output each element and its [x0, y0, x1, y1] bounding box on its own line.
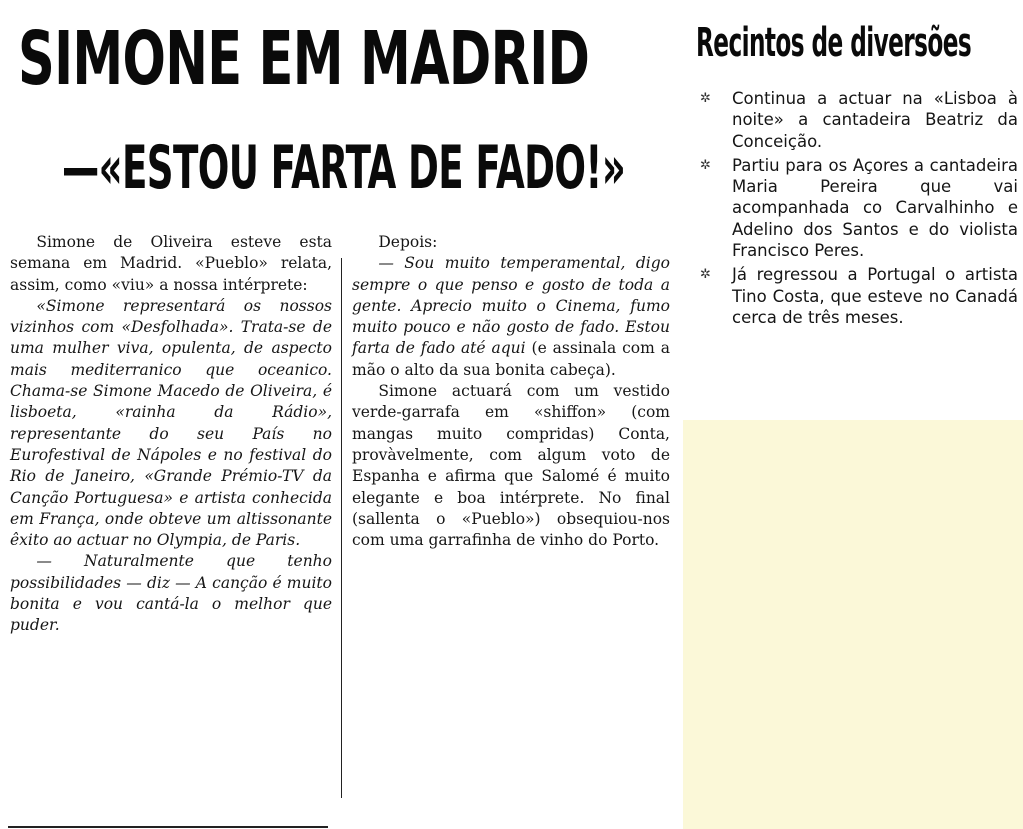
paragraph: Depois: — [378, 233, 438, 251]
brief-text: Partiu para os Açores a cantadeira Maria Pereira que vai acompanhada co Carvalhinho e Adelino dos Santos e do violista Francisco Peres. — [732, 155, 1018, 261]
quote-paragraph — [352, 253, 670, 381]
star-icon: ✲ — [700, 267, 711, 283]
quote-paragraph: — Naturalmente que tenho possibilidades — diz — A canção é muito bonita e vou cantá-la o melhor que puder. — [10, 552, 332, 635]
quote-paragraph: «Simone representará os nossos vizinhos com «Desfolhada». Trata-se de uma mulher viva, opulenta, de aspecto mais mediterranico que oceanico. Chama-se Simone Macedo de Oliveira, é lisboeta, «rainha da Rádio», representante do seu País no Eurofestival de Nápoles e no festival do Rio de Janeiro, «Grande Prémio-TV da Canção Portuguesa» e artista conhecida em França, onde obteve um altissonante êxito ao actuar no Olympia, de Paris. — [10, 296, 332, 550]
article-column-1 — [10, 232, 332, 637]
column-divider — [341, 258, 342, 798]
brief-text: Já regressou a Portugal o artista Tino Costa, que esteve no Canadá cerca de três meses. — [732, 265, 1018, 327]
brief-text: Continua a actuar na «Lisboa à noite» a cantadeira Beatriz da Conceição. — [732, 89, 1018, 151]
list-item — [700, 264, 1018, 328]
article-headline: SIMONE EM MADRID — [18, 16, 590, 102]
recintos-headline: Recintos de diversões — [696, 20, 972, 66]
quote-italic: — Sou muito temperamental, digo sempre o que penso e gosto de toda a gente. Aprecio muito o Cinema, fumo muito pouco e não gosto de fado. Estou farta de fado até aqui — [352, 254, 670, 358]
article-column-2 — [352, 232, 670, 551]
list-item — [700, 155, 1018, 261]
paragraph: Simone de Oliveira esteve esta semana em Madrid. «Pueblo» relata, assim, como «viu» a nossa intérprete: — [10, 233, 332, 294]
bottom-rule — [8, 826, 328, 828]
paragraph: Simone actuará com um vestido verde-garrafa em «shiffon» (com mangas muito compridas) Conta, provàvelmente, com algum voto de Espanha e afirma que Salomé é muito elegante e boa intérprete. No final (sallenta o «Pueblo») obsequiou-nos com uma garrafinha de vinho do Porto. — [352, 382, 670, 550]
star-icon: ✲ — [700, 157, 711, 173]
news-briefs-list — [700, 88, 1018, 331]
article-subheadline: —«ESTOU FARTA DE FADO!» — [62, 133, 626, 203]
list-item — [700, 88, 1018, 152]
quote-aside: (e assinala com a mão o alto da sua bonita cabeça). — [352, 339, 670, 379]
star-icon: ✲ — [700, 91, 711, 106]
